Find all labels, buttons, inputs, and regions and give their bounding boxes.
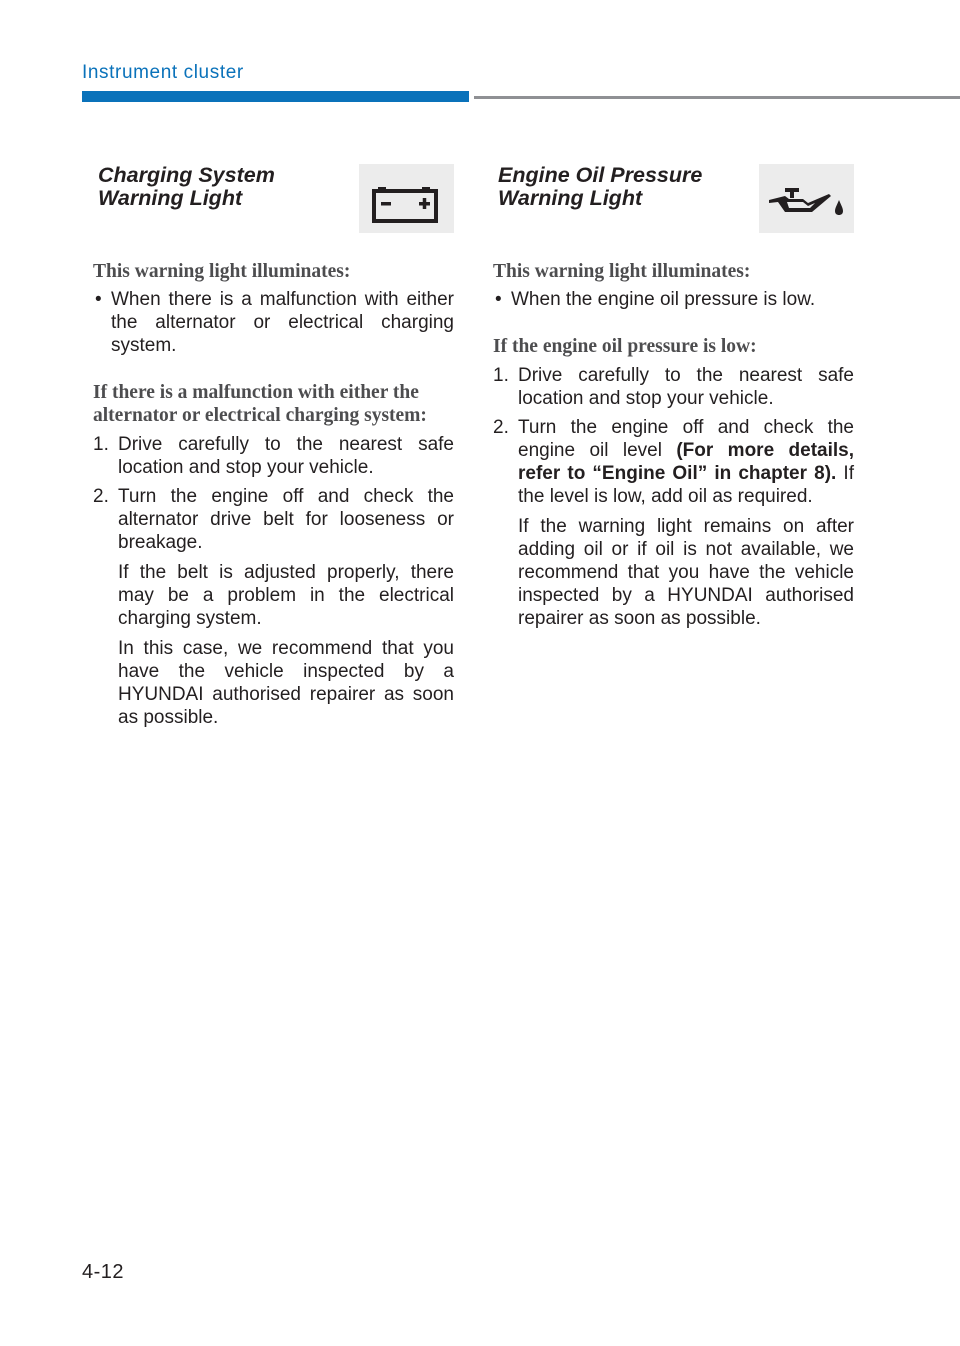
step-number: 1. — [493, 365, 509, 386]
section-header-title: Instrument cluster — [82, 62, 244, 83]
title-line-2: Warning Light — [98, 186, 243, 210]
title-line-2: Warning Light — [498, 186, 643, 210]
charging-step-2-recommendation: In this case, we recommend that you have the vehicle inspected by a HYUNDAI authorised repairer as soon as possible. — [118, 638, 454, 728]
oil-pressure-title — [498, 164, 738, 210]
oil-subheading-low: If the engine oil pressure is low: — [493, 336, 757, 357]
charging-system-section — [93, 164, 454, 729]
step-text: Turn the engine off and check the alternator drive belt for looseness or breakage. — [118, 486, 454, 553]
oil-step-2-recommendation: If the warning light remains on after adding oil or if oil is not available, we recommend that you have the vehicle inspected by a HYUNDAI authorised repairer as soon as possible. — [518, 516, 854, 629]
step-number: 2. — [493, 417, 509, 438]
bullet-text: When there is a malfunction with either the alternator or electrical charging system. — [111, 289, 454, 356]
step-text-continued: If the level is low, add oil as required. — [518, 463, 854, 507]
title-line-1: Charging System — [98, 163, 275, 187]
oil-step-1 — [493, 364, 854, 410]
header-rule-blue — [82, 91, 469, 102]
header-rule-grey — [474, 96, 960, 99]
oil-subheading-illuminates: This warning light illuminates: — [493, 261, 751, 282]
charging-system-title — [98, 164, 338, 210]
charging-bullet: • When there is a malfunction with either the alternator or electrical charging system. — [95, 289, 454, 356]
oil-pressure-section — [493, 164, 854, 630]
oil-bullet: • When the engine oil pressure is low. — [495, 289, 816, 310]
step-number: 1. — [93, 434, 109, 455]
step-text: Drive carefully to the nearest safe location and stop your vehicle. — [118, 434, 454, 478]
charging-subheading-malfunction: If there is a malfunction with either the alternator or electrical charging system: — [93, 382, 427, 426]
title-line-1: Engine Oil Pressure — [498, 163, 703, 187]
charging-system-heading — [93, 164, 454, 234]
oil-pressure-heading — [493, 164, 854, 234]
charging-step-2 — [93, 485, 454, 554]
charging-subheading-illuminates: This warning light illuminates: — [93, 261, 351, 282]
step-text: Turn the engine off and check the engine oil level — [518, 417, 854, 461]
page-number: 4-12 — [82, 1261, 125, 1283]
bullet-text: When the engine oil pressure is low. — [511, 289, 816, 310]
chapter-reference: (For more details, refer to “Engine Oil” in chapter 8). — [518, 440, 855, 484]
oil-can-icon — [759, 164, 854, 233]
oil-step-2 — [493, 416, 854, 508]
charging-step-2-note: If the belt is adjusted properly, there may be a problem in the electrical charging system. — [118, 562, 454, 629]
battery-icon — [359, 164, 454, 233]
charging-step-1 — [93, 433, 454, 479]
step-number: 2. — [93, 486, 109, 507]
step-text: Drive carefully to the nearest safe location and stop your vehicle. — [518, 365, 854, 409]
